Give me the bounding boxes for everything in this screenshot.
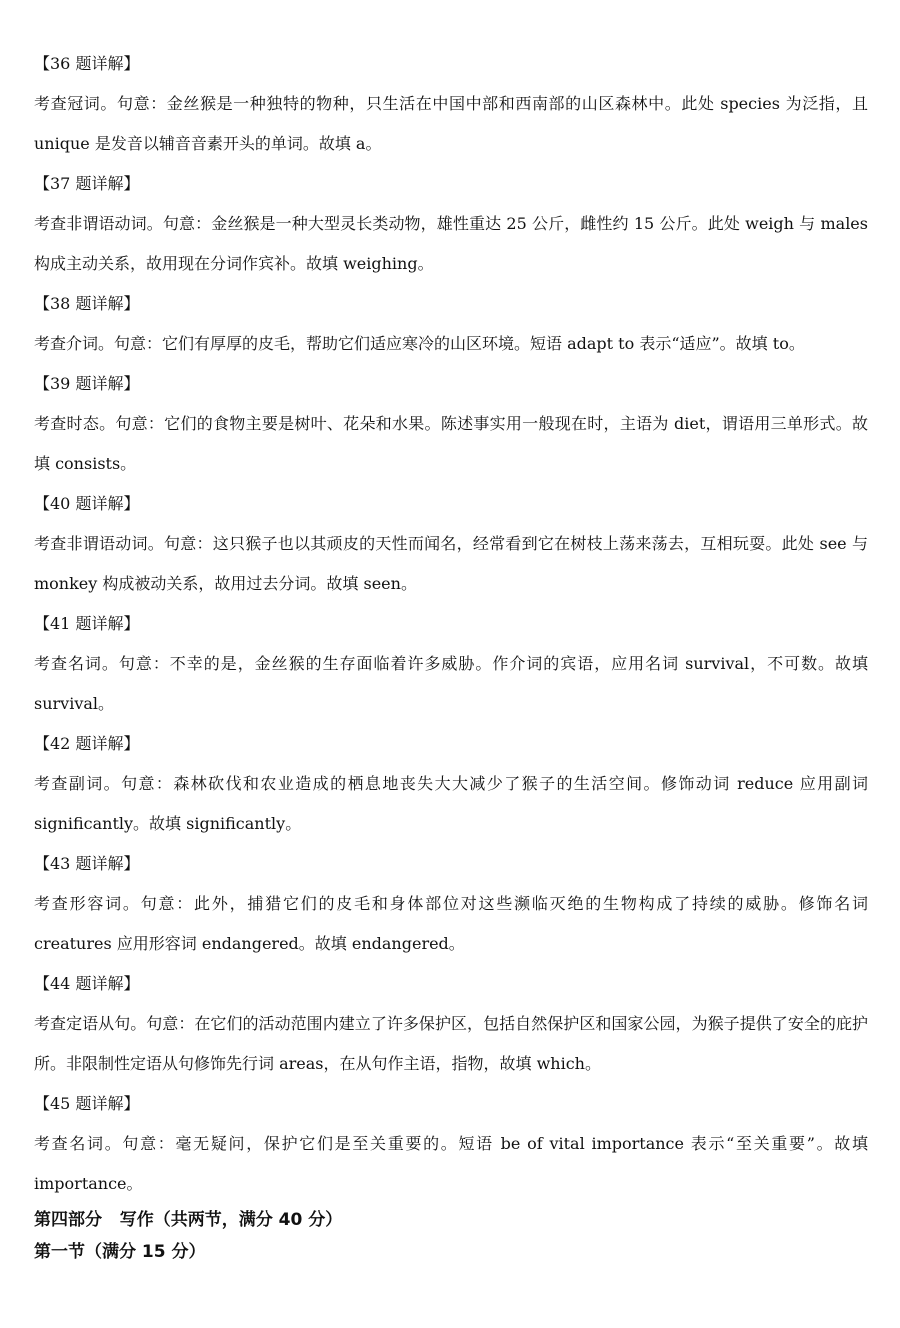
section-heading: 第四部分 写作（共两节，满分 40 分）: [34, 1210, 343, 1230]
item-heading: 【40 题详解】: [34, 494, 140, 513]
item-heading: 【45 题详解】: [34, 1094, 140, 1113]
item-36: [34, 44, 868, 164]
item-44: [34, 964, 868, 1084]
item-explanation: 考查介词。句意：它们有厚厚的皮毛，帮助它们适应寒冷的山区环境。短语 adapt to 表示“适应”。故填 to。: [34, 334, 805, 353]
item-heading: 【37 题详解】: [34, 174, 140, 193]
item-39: [34, 364, 868, 484]
item-heading: 【36 题详解】: [34, 54, 140, 73]
item-explanation: 考查冠词。句意：金丝猴是一种独特的物种，只生活在中国中部和西南部的山区森林中。此处 species 为泛指，且 unique 是发音以辅音音素开头的单词。故填 a。: [34, 94, 868, 153]
item-37: [34, 164, 868, 284]
item-42: [34, 724, 868, 844]
subsection-heading: 第一节（满分 15 分）: [34, 1242, 206, 1262]
item-38: [34, 284, 868, 364]
item-explanation: 考查形容词。句意：此外，捕猎它们的皮毛和身体部位对这些濒临灭绝的生物构成了持续的威胁。修饰名词 creatures 应用形容词 endangered。故填 endangered。: [34, 894, 868, 953]
item-heading: 【39 题详解】: [34, 374, 140, 393]
item-45: [34, 1084, 868, 1204]
item-43: [34, 844, 868, 964]
item-explanation: 考查时态。句意：它们的食物主要是树叶、花朵和水果。陈述事实用一般现在时，主语为 diet，谓语用三单形式。故填 consists。: [34, 414, 868, 473]
item-heading: 【41 题详解】: [34, 614, 140, 633]
item-heading: 【38 题详解】: [34, 294, 140, 313]
item-explanation: 考查非谓语动词。句意：这只猴子也以其顽皮的天性而闻名，经常看到它在树枝上荡来荡去，互相玩耍。此处 see 与 monkey 构成被动关系，故用过去分词。故填 seen。: [34, 534, 868, 593]
item-explanation: 考查名词。句意：不幸的是，金丝猴的生存面临着许多威胁。作介词的宾语，应用名词 survival，不可数。故填 survival。: [34, 654, 868, 713]
item-explanation: 考查名词。句意：毫无疑问，保护它们是至关重要的。短语 be of vital importance 表示“至关重要”。故填 importance。: [34, 1134, 868, 1193]
document-page: [34, 44, 868, 1268]
item-explanation: 考查非谓语动词。句意：金丝猴是一种大型灵长类动物，雄性重达 25 公斤，雌性约 15 公斤。此处 weigh 与 males 构成主动关系，故用现在分词作宾补。故填 weighing。: [34, 214, 868, 273]
item-heading: 【44 题详解】: [34, 974, 140, 993]
item-41: [34, 604, 868, 724]
item-explanation: 考查副词。句意：森林砍伐和农业造成的栖息地丧失大大减少了猴子的生活空间。修饰动词 reduce 应用副词 significantly。故填 significantly。: [34, 774, 868, 833]
item-heading: 【42 题详解】: [34, 734, 140, 753]
item-40: [34, 484, 868, 604]
item-heading: 【43 题详解】: [34, 854, 140, 873]
item-explanation: 考查定语从句。句意：在它们的活动范围内建立了许多保护区，包括自然保护区和国家公园，为猴子提供了安全的庇护所。非限制性定语从句修饰先行词 areas，在从句作主语，指物，故填 which。: [34, 1014, 868, 1073]
